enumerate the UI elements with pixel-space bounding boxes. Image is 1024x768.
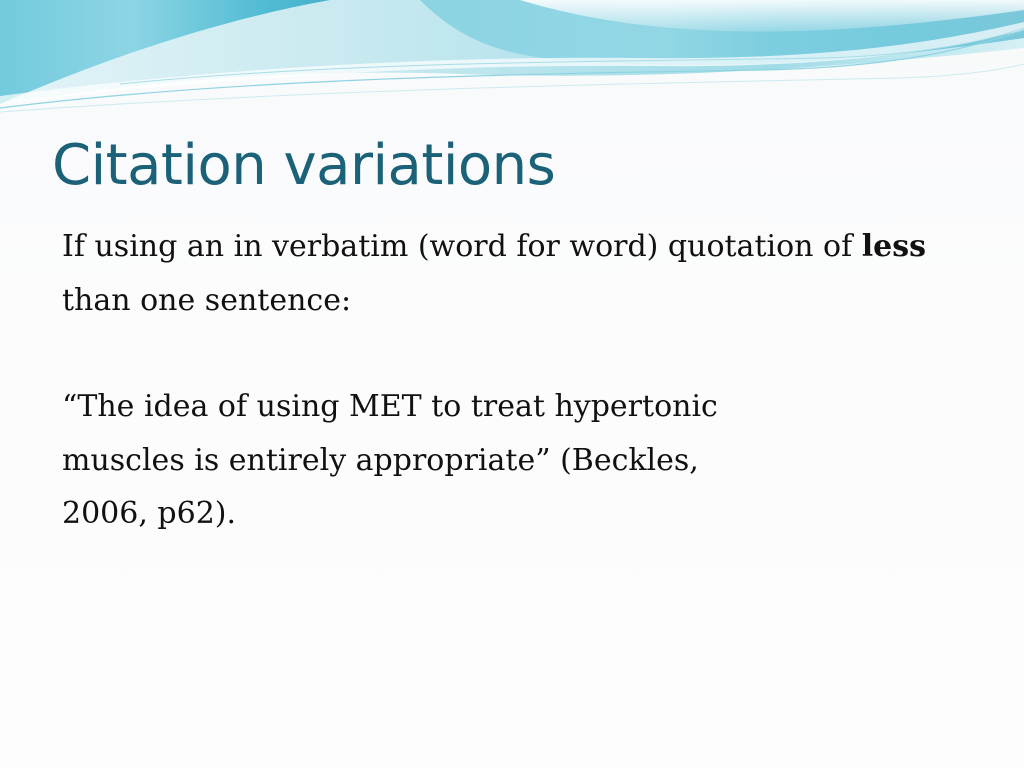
quote-line-2: muscles is entirely appropriate” (Beckles, bbox=[62, 442, 699, 478]
intro-text-after: than one sentence: bbox=[62, 282, 352, 318]
quote-line-3: 2006, p62). bbox=[62, 496, 237, 531]
quote-paragraph bbox=[62, 380, 982, 541]
intro-paragraph bbox=[62, 220, 982, 327]
intro-text-before: If using an in verbatim (word for word) quotation of bbox=[62, 229, 862, 264]
slide-body bbox=[62, 220, 982, 541]
paragraph-spacer bbox=[62, 327, 982, 380]
decorative-wave-banner bbox=[0, 0, 1024, 120]
quote-line-1: “The idea of using MET to treat hypertonic bbox=[62, 389, 718, 424]
slide-title: Citation variations bbox=[52, 133, 556, 198]
intro-bold-word: less bbox=[861, 229, 926, 264]
